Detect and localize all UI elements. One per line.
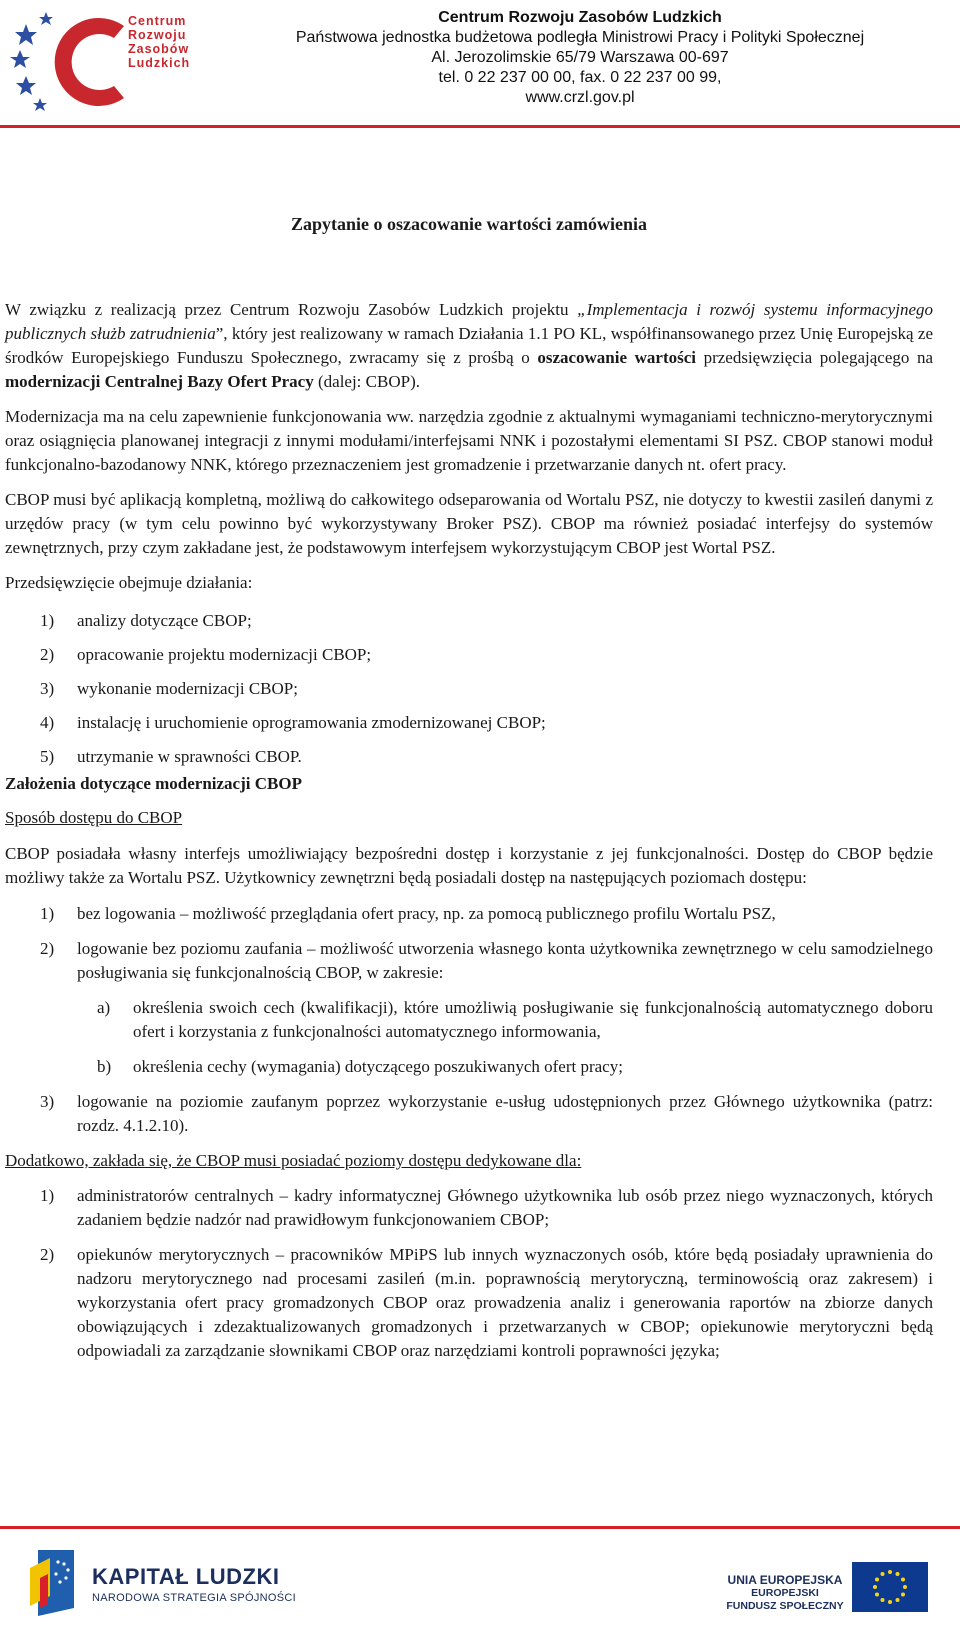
logo-word: Zasobów (128, 42, 190, 56)
document-title: Zapytanie o oszacowanie wartości zamówienia (291, 214, 647, 234)
organization-name: Centrum Rozwoju Zasobów Ludzkich (438, 9, 722, 26)
letterhead (0, 0, 960, 132)
organization-phone: tel. 0 22 237 00 00, fax. 0 22 237 00 99, (438, 69, 722, 86)
list-text: określenia cechy (wymagania) dotyczącego poszukiwanych ofert pracy; (133, 1057, 623, 1076)
kapital-ludzki-wordmark (92, 1564, 296, 1604)
list-item (5, 677, 933, 701)
list-number: 1) (40, 904, 55, 923)
list-item (5, 902, 933, 926)
list-number: a) (97, 998, 111, 1017)
list-number: 4) (40, 713, 55, 732)
list-text: opiekunów merytorycznych – pracowników MPiPS lub innych wyznaczonych osób, które będą posiadały uprawnienia do nadzoru merytorycznego nad procesami zasileń (m.in. poprawnością merytoryczną, terminowością oraz zakresem) i wykorzystania ofert pracy gromadzonych CBOP oraz prowadzenia analiz i generowania raportów na zbiorze danych obowiązujących i zdezaktualizowanych gromadzonych i przetwarzanych w CBOP; opiekunowie merytoryczni będą odpowiadali za zarządzanie słownikami CBOP oraz narzędziami kontroli poprawności języka; (77, 1245, 933, 1360)
logo-wordmark (128, 14, 190, 70)
list-text: administratorów centralnych – kadry informatycznej Głównego użytkownika lub osób przez niego wyznaczonych, których zadaniem będzie nadzór nad prawidłowym funkcjonowaniem CBOP; (77, 1186, 933, 1229)
sublist-item (77, 996, 933, 1044)
list-text: instalację i uruchomienie oprogramowania zmodernizowanej CBOP; (77, 713, 546, 732)
eu-line: FUNDUSZ SPOŁECZNY (726, 1600, 844, 1612)
list-item (5, 1090, 933, 1138)
kl-title: KAPITAŁ LUDZKI (92, 1564, 280, 1589)
kl-subtitle: NARODOWA STRATEGIA SPÓJNOŚCI (92, 1592, 296, 1604)
list-item (5, 937, 933, 1079)
list-number: 2) (40, 645, 55, 664)
intro-text: przedsięwzięcia polegającego na (696, 348, 934, 367)
list-item (5, 1243, 933, 1363)
logo-word: Ludzkich (128, 56, 191, 70)
list-text: opracowanie projektu modernizacji CBOP; (77, 645, 372, 664)
list-number: 1) (40, 611, 55, 630)
organization-website[interactable]: www.crzl.gov.pl (525, 89, 635, 106)
cbop-paragraph: CBOP musi być aplikacją kompletną, możliwą do całkowitego odseparowania od Wortalu PSZ, nie dotyczy to kwestii zasileń danymi z urzędów pracy (w tym celu powinno być wykorzystywany Broker PSZ). CBOP ma również posiadać interfejsy do systemów zewnętrznych, przy czym zakładane jest, że podstawowym interfejsem wykorzystującym CBOP jest Wortal PSZ. (5, 490, 933, 557)
actions-intro: Przedsięwzięcie obejmuje działania: (5, 573, 253, 592)
logo-word: Centrum (128, 14, 187, 28)
footer (0, 1524, 960, 1636)
list-number: 5) (40, 747, 55, 766)
list-text: utrzymanie w sprawności CBOP. (77, 747, 302, 766)
intro-paragraph (5, 298, 933, 394)
actions-list (5, 609, 933, 769)
logo-word: Rozwoju (128, 28, 187, 42)
organization-info (210, 8, 950, 108)
list-item (5, 711, 933, 735)
project-name: „Implementacja i rozwój systemu informacyjnego publicznych służb zatrudnienia (5, 300, 933, 343)
document-body (5, 212, 933, 1374)
eu-line: UNIA EUROPEJSKA (727, 1573, 843, 1587)
eu-flag-icon (852, 1562, 928, 1612)
list-item (5, 609, 933, 633)
list-number: 1) (40, 1186, 55, 1205)
list-item (5, 745, 933, 769)
organization-address: Al. Jerozolimskie 65/79 Warszawa 00-697 (431, 49, 729, 66)
access-paragraph: CBOP posiadała własny interfejs umożliwiający bezpośredni dostęp i korzystanie z jej funkcjonalności. Dostęp do CBOP będzie możliwy także za Wortalu PSZ. Użytkownicy zewnętrzni będą posiadali dostęp na następujących poziomach dostępu: (5, 844, 933, 887)
dedicated-heading: Dodatkowo, zakłada się, że CBOP musi posiadać poziomy dostępu dedykowane dla: (5, 1151, 582, 1170)
list-text: bez logowania – możliwość przeglądania ofert pracy, np. za pomocą publicznego profilu Wortalu PSZ, (77, 904, 776, 923)
modernization-paragraph: Modernizacja ma na celu zapewnienie funkcjonowania ww. narzędzia zgodnie z aktualnymi wymaganiami techniczno-merytorycznymi oraz osiągnięcia planowanej integracji z innymi modułami/interfejsami NNK i pozostałymi elementami SI PSZ. CBOP stanowi moduł funkcjonalno-bazodanowy NNK, którego przeznaczeniem jest gromadzenie i przetwarzanie danych nt. ofert pracy. (5, 407, 933, 474)
intro-text: (dalej: CBOP). (313, 372, 420, 391)
list-text: analizy dotyczące CBOP; (77, 611, 252, 630)
list-text: wykonanie modernizacji CBOP; (77, 679, 298, 698)
list-text: określenia swoich cech (kwalifikacji), które umożliwią posługiwanie się funkcjonalnością automatycznego doboru ofert i korzystania z funkcjonalności automatycznego informowania, (133, 998, 933, 1041)
list-text: logowanie na poziomie zaufanym poprzez wykorzystanie e-usług udostępnionych przez Głównego użytkownika (patrz: rozdz. 4.1.2.10). (77, 1092, 933, 1135)
list-number: 2) (40, 939, 55, 958)
organization-status: Państwowa jednostka budżetowa podległa Ministrowi Pracy i Polityki Społecznej (295, 29, 865, 46)
header-divider (0, 125, 960, 128)
list-number: 3) (40, 1092, 55, 1111)
intro-text: ”, który jest realizowany w ramach Działania 1.1 PO KL, współfinansowanego przez Unię Europejską ze środków Europejskiego Funduszu Społecznego, zwracamy się z prośbą o (5, 324, 933, 367)
list-number: 2) (40, 1245, 55, 1264)
list-text: logowanie bez poziomu zaufania – możliwość utworzenia własnego konta użytkownika zewnętrznego w celu samodzielnego posługiwania się funkcjonalnością CBOP, w zakresie: (77, 939, 933, 982)
access-sublist (77, 996, 933, 1079)
list-item (5, 1184, 933, 1232)
access-levels-list (5, 902, 933, 1138)
section-heading: Założenia dotyczące modernizacji CBOP (5, 774, 302, 793)
sublist-item (77, 1055, 933, 1079)
kapital-ludzki-logo-icon (28, 1548, 78, 1618)
dedicated-list (5, 1184, 933, 1363)
eu-line: EUROPEJSKI (751, 1587, 819, 1599)
intro-emphasis: modernizacji Centralnej Bazy Ofert Pracy (5, 372, 314, 391)
list-number: 3) (40, 679, 55, 698)
intro-text: W związku z realizacją przez Centrum Rozwoju Zasobów Ludzkich projektu (5, 300, 578, 319)
list-item (5, 643, 933, 667)
eu-wordmark (720, 1574, 850, 1613)
access-heading: Sposób dostępu do CBOP (5, 808, 183, 827)
list-number: b) (97, 1057, 112, 1076)
intro-emphasis: oszacowanie wartości (537, 348, 696, 367)
